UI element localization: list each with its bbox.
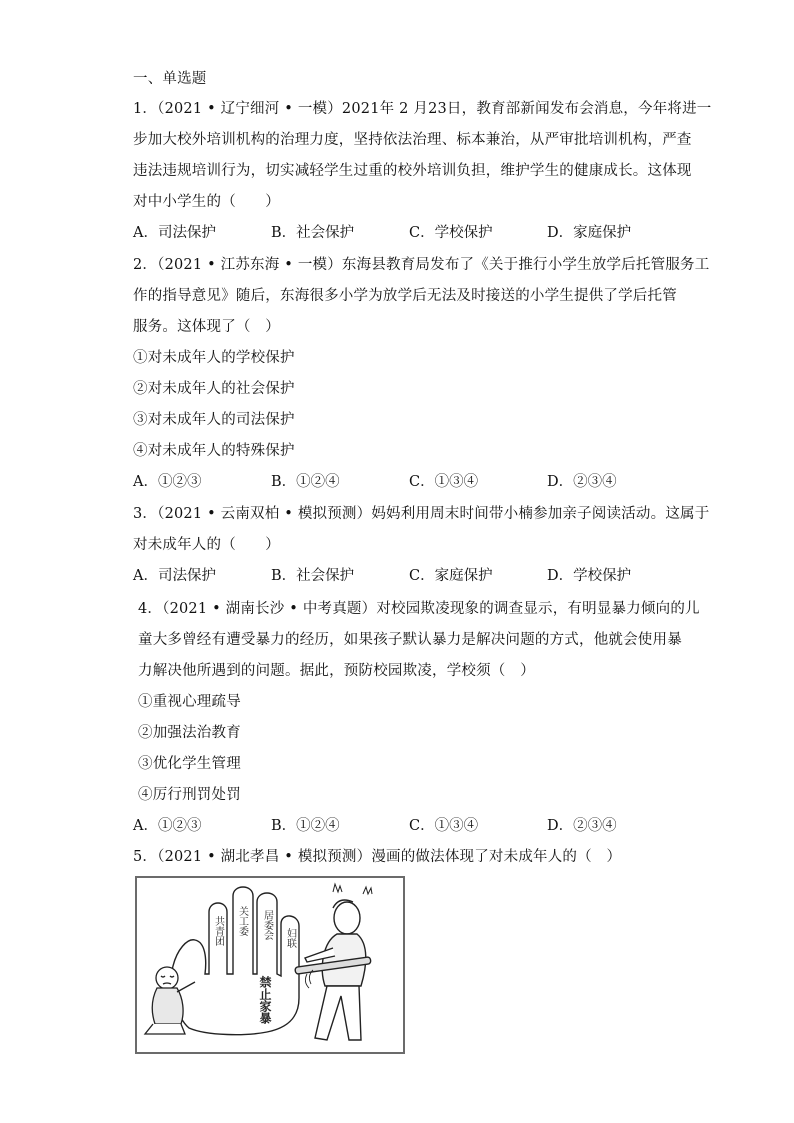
q2-option-a[interactable]: A．①②③ <box>133 474 202 490</box>
q2-item: ③对未成年人的司法保护 <box>133 412 295 428</box>
adult-figure <box>295 884 372 1040</box>
q1-option-b[interactable]: B．社会保护 <box>271 225 355 241</box>
cartoon-illustration <box>137 878 403 1052</box>
q1-line: 步加大校外培训机构的治理力度，坚持依法治理、标本兼治，从严审批培训机构，严查 <box>133 132 692 148</box>
q2-line: 2．（2021 • 江苏东海 • 一模）东海县教育局发布了《关于推行小学生放学后托管服务工 <box>133 257 710 273</box>
cartoon-finger-label: 居委会 <box>261 910 273 940</box>
q2-option-c[interactable]: C．①③④ <box>409 474 479 490</box>
cartoon-finger-label: 妇联 <box>284 928 296 948</box>
q2-item: ②对未成年人的社会保护 <box>133 381 295 397</box>
q2-option-d[interactable]: D．②③④ <box>547 474 617 490</box>
q2-options <box>133 472 693 492</box>
cartoon-palm-label: 禁止家暴 <box>258 976 272 1024</box>
q1-option-c[interactable]: C．学校保护 <box>409 225 493 241</box>
section-title: 一、单选题 <box>133 71 207 87</box>
q4-options <box>133 816 693 836</box>
q1-line: 1．（2021 • 辽宁细河 • 一模）2021年 2 月23日，教育部新闻发布会消息，今年将进一 <box>133 101 712 117</box>
q4-option-c[interactable]: C．①③④ <box>409 818 479 834</box>
q3-option-a[interactable]: A．司法保护 <box>133 568 216 584</box>
cartoon-image <box>135 876 405 1054</box>
q5-line: 5．（2021 • 湖北孝昌 • 模拟预测）漫画的做法体现了对未成年人的（ ） <box>133 849 622 865</box>
q3-option-b[interactable]: B．社会保护 <box>271 568 355 584</box>
q1-option-d[interactable]: D．家庭保护 <box>547 225 632 241</box>
q3-option-d[interactable]: D．学校保护 <box>547 568 632 584</box>
cartoon-finger-label: 关工委 <box>236 906 248 936</box>
q4-item: ①重视心理疏导 <box>138 694 241 710</box>
q2-line: 作的指导意见》随后，东海很多小学为放学后无法及时接送的小学生提供了学后托管 <box>133 288 677 304</box>
q1-options <box>133 223 693 243</box>
hand-drawing <box>171 887 299 1035</box>
q3-line: 对未成年人的（ ） <box>133 537 280 553</box>
q4-option-d[interactable]: D．②③④ <box>547 818 617 834</box>
q2-item: ④对未成年人的特殊保护 <box>133 443 295 459</box>
q4-item: ④厉行刑罚处罚 <box>138 787 241 803</box>
q4-item: ②加强法治教育 <box>138 725 241 741</box>
q3-option-c[interactable]: C．家庭保护 <box>409 568 493 584</box>
q4-line: 童大多曾经有遭受暴力的经历，如果孩子默认暴力是解决问题的方式，他就会使用暴 <box>138 632 682 648</box>
q4-item: ③优化学生管理 <box>138 756 241 772</box>
cartoon-finger-label: 共青团 <box>212 916 224 946</box>
q2-item: ①对未成年人的学校保护 <box>133 350 295 366</box>
q4-line: 4．（2021 • 湖南长沙 • 中考真题）对校园欺凌现象的调查显示，有明显暴力倾向的儿 <box>138 601 700 617</box>
q3-line: 3．（2021 • 云南双柏 • 模拟预测）妈妈利用周末时间带小楠参加亲子阅读活动。这属于 <box>133 506 710 522</box>
q1-line: 对中小学生的（ ） <box>133 194 280 210</box>
q4-option-b[interactable]: B．①②④ <box>271 818 340 834</box>
q1-option-a[interactable]: A．司法保护 <box>133 225 216 241</box>
q4-line: 力解决他所遇到的问题。据此，预防校园欺凌，学校须（ ） <box>138 663 535 679</box>
q3-options <box>133 566 693 586</box>
q4-option-a[interactable]: A．①②③ <box>133 818 202 834</box>
q2-line: 服务。这体现了（ ） <box>133 319 280 335</box>
q2-option-b[interactable]: B．①②④ <box>271 474 340 490</box>
q1-line: 违法违规培训行为，切实减轻学生过重的校外培训负担，维护学生的健康成长。这体现 <box>133 163 692 179</box>
